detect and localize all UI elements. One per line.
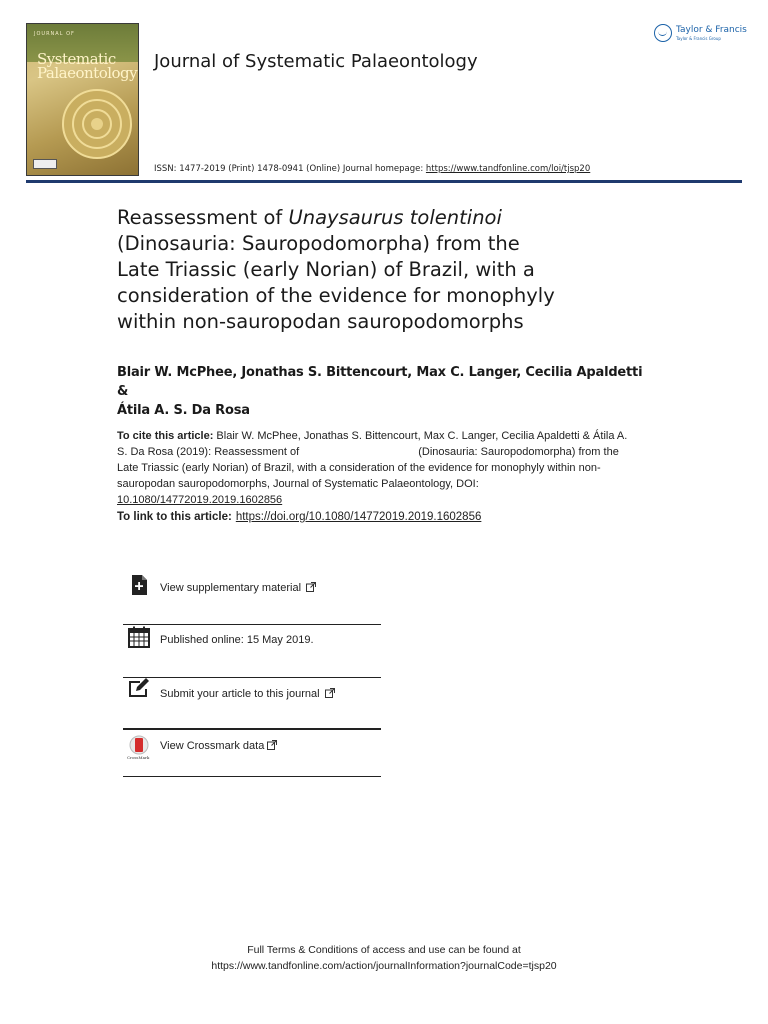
footer-terms [0, 942, 768, 974]
cover-title-line2: Palaeontology [37, 64, 138, 82]
issn-text: ISSN: 1477-2019 (Print) 1478-0941 (Online) Journal homepage: [154, 164, 426, 174]
action-label: Submit your article to this journal [160, 688, 335, 700]
cover-title-line1: Systematic [37, 50, 116, 68]
link-label: To link to this article: [117, 511, 232, 523]
article-link-line [117, 511, 481, 523]
action-label: View Crossmark data [160, 740, 277, 752]
publisher-subtitle: Taylor & Francis Group [676, 36, 721, 41]
doi-link[interactable]: 10.1080/14772019.2019.1602856 [117, 494, 283, 506]
action-label: View supplementary material [160, 582, 316, 594]
external-link-icon [267, 740, 277, 750]
article-doi-url[interactable]: https://doi.org/10.1080/14772019.2019.1602856 [235, 511, 482, 523]
published-online-row [123, 625, 381, 677]
title-line: within non-sauropodan sauropodomorphs [117, 310, 524, 333]
issn-line [154, 164, 590, 174]
cover-small-text: JOURNAL OF [34, 31, 75, 37]
external-link-icon [306, 582, 316, 592]
ammonite-fossil-icon [55, 84, 135, 164]
submit-article-row[interactable] [123, 677, 381, 729]
cite-text: Blair W. McPhee, Jonathas S. Bittencourt, Max C. Langer, Cecilia Apaldetti & Átila A. S. Da Rosa (2019): Reassessment of [117, 430, 628, 458]
journal-homepage-link[interactable]: https://www.tandfonline.com/loi/tjsp20 [425, 164, 591, 174]
cite-label: To cite this article: [117, 430, 214, 442]
calendar-icon [127, 625, 151, 649]
header-divider [26, 180, 742, 183]
authors-line: Blair W. McPhee, Jonathas S. Bittencourt, Max C. Langer, Cecilia Apaldetti & [117, 365, 643, 399]
title-line: consideration of the evidence for monophyly [117, 284, 555, 307]
citation-block [117, 428, 637, 508]
file-plus-icon [127, 573, 151, 597]
footer-terms-url[interactable]: https://www.tandfonline.com/action/journalInformation?journalCode=tjsp20 [211, 960, 557, 972]
crossmark-row[interactable] [123, 733, 381, 785]
published-date: Published online: 15 May 2019. [160, 634, 314, 646]
title-text: Reassessment of [117, 206, 289, 229]
species-name: Unaysaurus tolentinoi [288, 206, 502, 229]
crossmark-caption: CrossMark [127, 755, 150, 760]
external-link-icon [325, 688, 335, 698]
cite-text-continued: (Dinosauria: Sauropodomorpha) from the Late Triassic (early Norian) of Brazil, with a consideration of the evidence for monophyly within non-sauropodan sauropodomorphs, Journal of Systematic Palaeontology, DOI: [117, 446, 619, 490]
publisher-logo[interactable] [654, 22, 749, 48]
taylor-francis-icon [654, 24, 672, 42]
article-title [117, 205, 657, 335]
publisher-name: Taylor & Francis [676, 25, 747, 35]
author-list [117, 363, 657, 420]
supplementary-material-row[interactable] [123, 573, 381, 625]
authors-line: Átila A. S. Da Rosa [117, 403, 250, 418]
footer-line1: Full Terms & Conditions of access and use can be found at [247, 944, 521, 956]
journal-cover-image [26, 23, 139, 176]
title-line: Late Triassic (early Norian) of Brazil, with a [117, 258, 535, 281]
title-line: (Dinosauria: Sauropodomorpha) from the [117, 232, 520, 255]
journal-title: Journal of Systematic Palaeontology [154, 51, 478, 72]
edit-icon [127, 677, 151, 701]
